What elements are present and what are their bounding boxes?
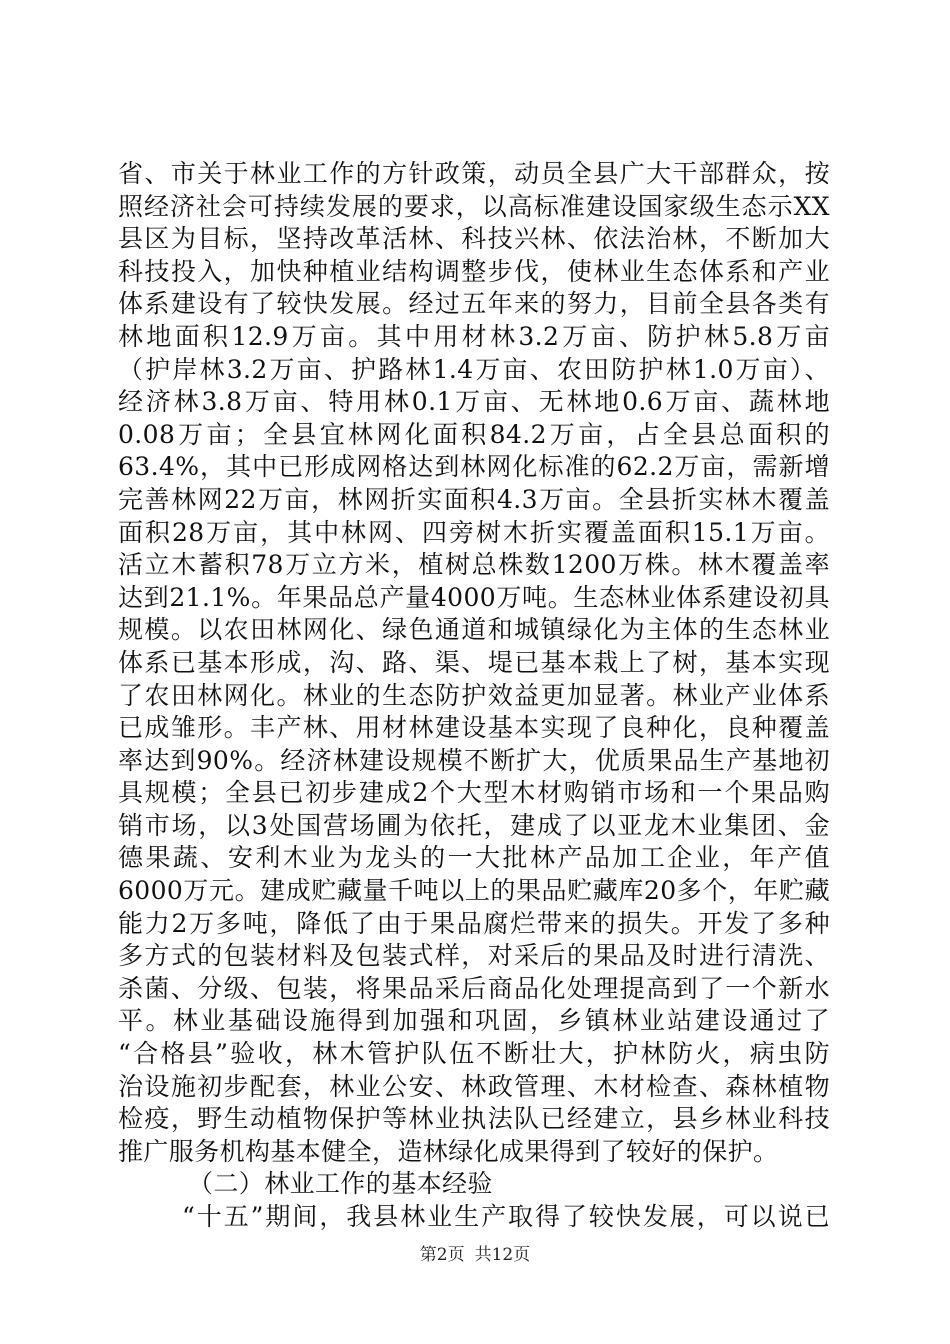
paragraph-line: “十五”期间，我县林业生产取得了较快发展，可以说已 bbox=[182, 1202, 830, 1231]
paragraph-line: 杀菌、分级、包装，将果品采后商品化处理提高到了一个新水 bbox=[118, 973, 830, 1003]
paragraph-line: 达到21.1%。年果品总产量4000万吨。生态林业体系建设初具 bbox=[118, 582, 830, 612]
paragraph-line: 体系建设有了较快发展。经过五年来的努力，目前全县各类有 bbox=[118, 289, 830, 319]
page-total: 共12页 bbox=[474, 1245, 531, 1265]
paragraph-line: （护岸林3.2万亩、护路林1.4万亩、农田防护林1.0万亩）、 bbox=[118, 354, 830, 384]
paragraph-line: 63.4%，其中已形成网格达到林网化标准的62.2万亩，需新增 bbox=[118, 452, 830, 482]
section-heading: （二）林业工作的基本经验 bbox=[188, 1169, 493, 1199]
page-footer bbox=[0, 1240, 950, 1265]
paragraph-line: 平。林业基础设施得到加强和巩固，乡镇林业站建设通过了 bbox=[118, 1006, 830, 1036]
paragraph-line: 县区为目标，坚持改革活林、科技兴林、依法治林，不断加大 bbox=[118, 224, 830, 254]
paragraph-line: 6000万元。建成贮藏量千吨以上的果品贮藏库20多个，年贮藏 bbox=[118, 876, 830, 906]
paragraph-line: 已成雏形。丰产林、用材林建设基本实现了良种化，良种覆盖 bbox=[118, 713, 830, 743]
paragraph-line: 0.08万亩；全县宜林网化面积84.2万亩，占全县总面积的 bbox=[118, 419, 830, 449]
paragraph-line: 能力2万多吨，降低了由于果品腐烂带来的损失。开发了多种 bbox=[118, 908, 830, 938]
paragraph-line: 多方式的包装材料及包装式样，对采后的果品及时进行清洗、 bbox=[118, 941, 830, 971]
paragraph-line: 规模。以农田林网化、绿色通道和城镇绿化为主体的生态林业 bbox=[118, 615, 830, 645]
paragraph-line: 省、市关于林业工作的方针政策，动员全县广大干部群众，按 bbox=[118, 159, 830, 188]
paragraph-line: 面积28万亩，其中林网、四旁树木折实覆盖面积15.1万亩。 bbox=[118, 517, 830, 547]
paragraph-line: 体系已基本形成，沟、路、渠、堤已基本栽上了树，基本实现 bbox=[118, 647, 830, 677]
page-number: 第2页 bbox=[419, 1245, 465, 1265]
paragraph-line: 了农田林网化。林业的生态防护效益更加显著。林业产业体系 bbox=[118, 680, 830, 710]
paragraph-line: 治设施初步配套，林业公安、林政管理、木材检查、森林植物 bbox=[118, 1071, 830, 1101]
paragraph-line: 林地面积12.9万亩。其中用材林3.2万亩、防护林5.8万亩 bbox=[118, 321, 830, 351]
paragraph-line: 经济林3.8万亩、特用林0.1万亩、无林地0.6万亩、蔬林地 bbox=[118, 387, 830, 417]
paragraph-line: 率达到90%。经济林建设规模不断扩大，优质果品生产基地初 bbox=[118, 745, 830, 775]
paragraph-line: 活立木蓄积78万立方米，植树总株数1200万株。林木覆盖率 bbox=[118, 550, 830, 580]
paragraph-line: 科技投入，加快种植业结构调整步伐，使林业生态体系和产业 bbox=[118, 256, 830, 286]
paragraph-line: 检疫，野生动植物保护等林业执法队已经建立，县乡林业科技 bbox=[118, 1104, 830, 1134]
paragraph-line: 推广服务机构基本健全，造林绿化成果得到了较好的保护。 bbox=[118, 1136, 779, 1166]
paragraph-line: “合格县”验收，林木管护队伍不断壮大，护林防火，病虫防 bbox=[118, 1039, 830, 1069]
body-text bbox=[118, 158, 830, 1234]
paragraph-line: 完善林网22万亩，林网折实面积4.3万亩。全县折实林木覆盖 bbox=[118, 484, 830, 514]
paragraph-line: 具规模；全县已初步建成2个大型木材购销市场和一个果品购 bbox=[118, 778, 830, 808]
paragraph-line: 销市场，以3处国营场圃为依托，建成了以亚龙木业集团、金 bbox=[118, 810, 830, 840]
paragraph-line: 德果蔬、安利木业为龙头的一大批林产品加工企业，年产值 bbox=[118, 843, 830, 873]
paragraph-line: 照经济社会可持续发展的要求，以高标准建设国家级生态示XX bbox=[118, 191, 830, 221]
